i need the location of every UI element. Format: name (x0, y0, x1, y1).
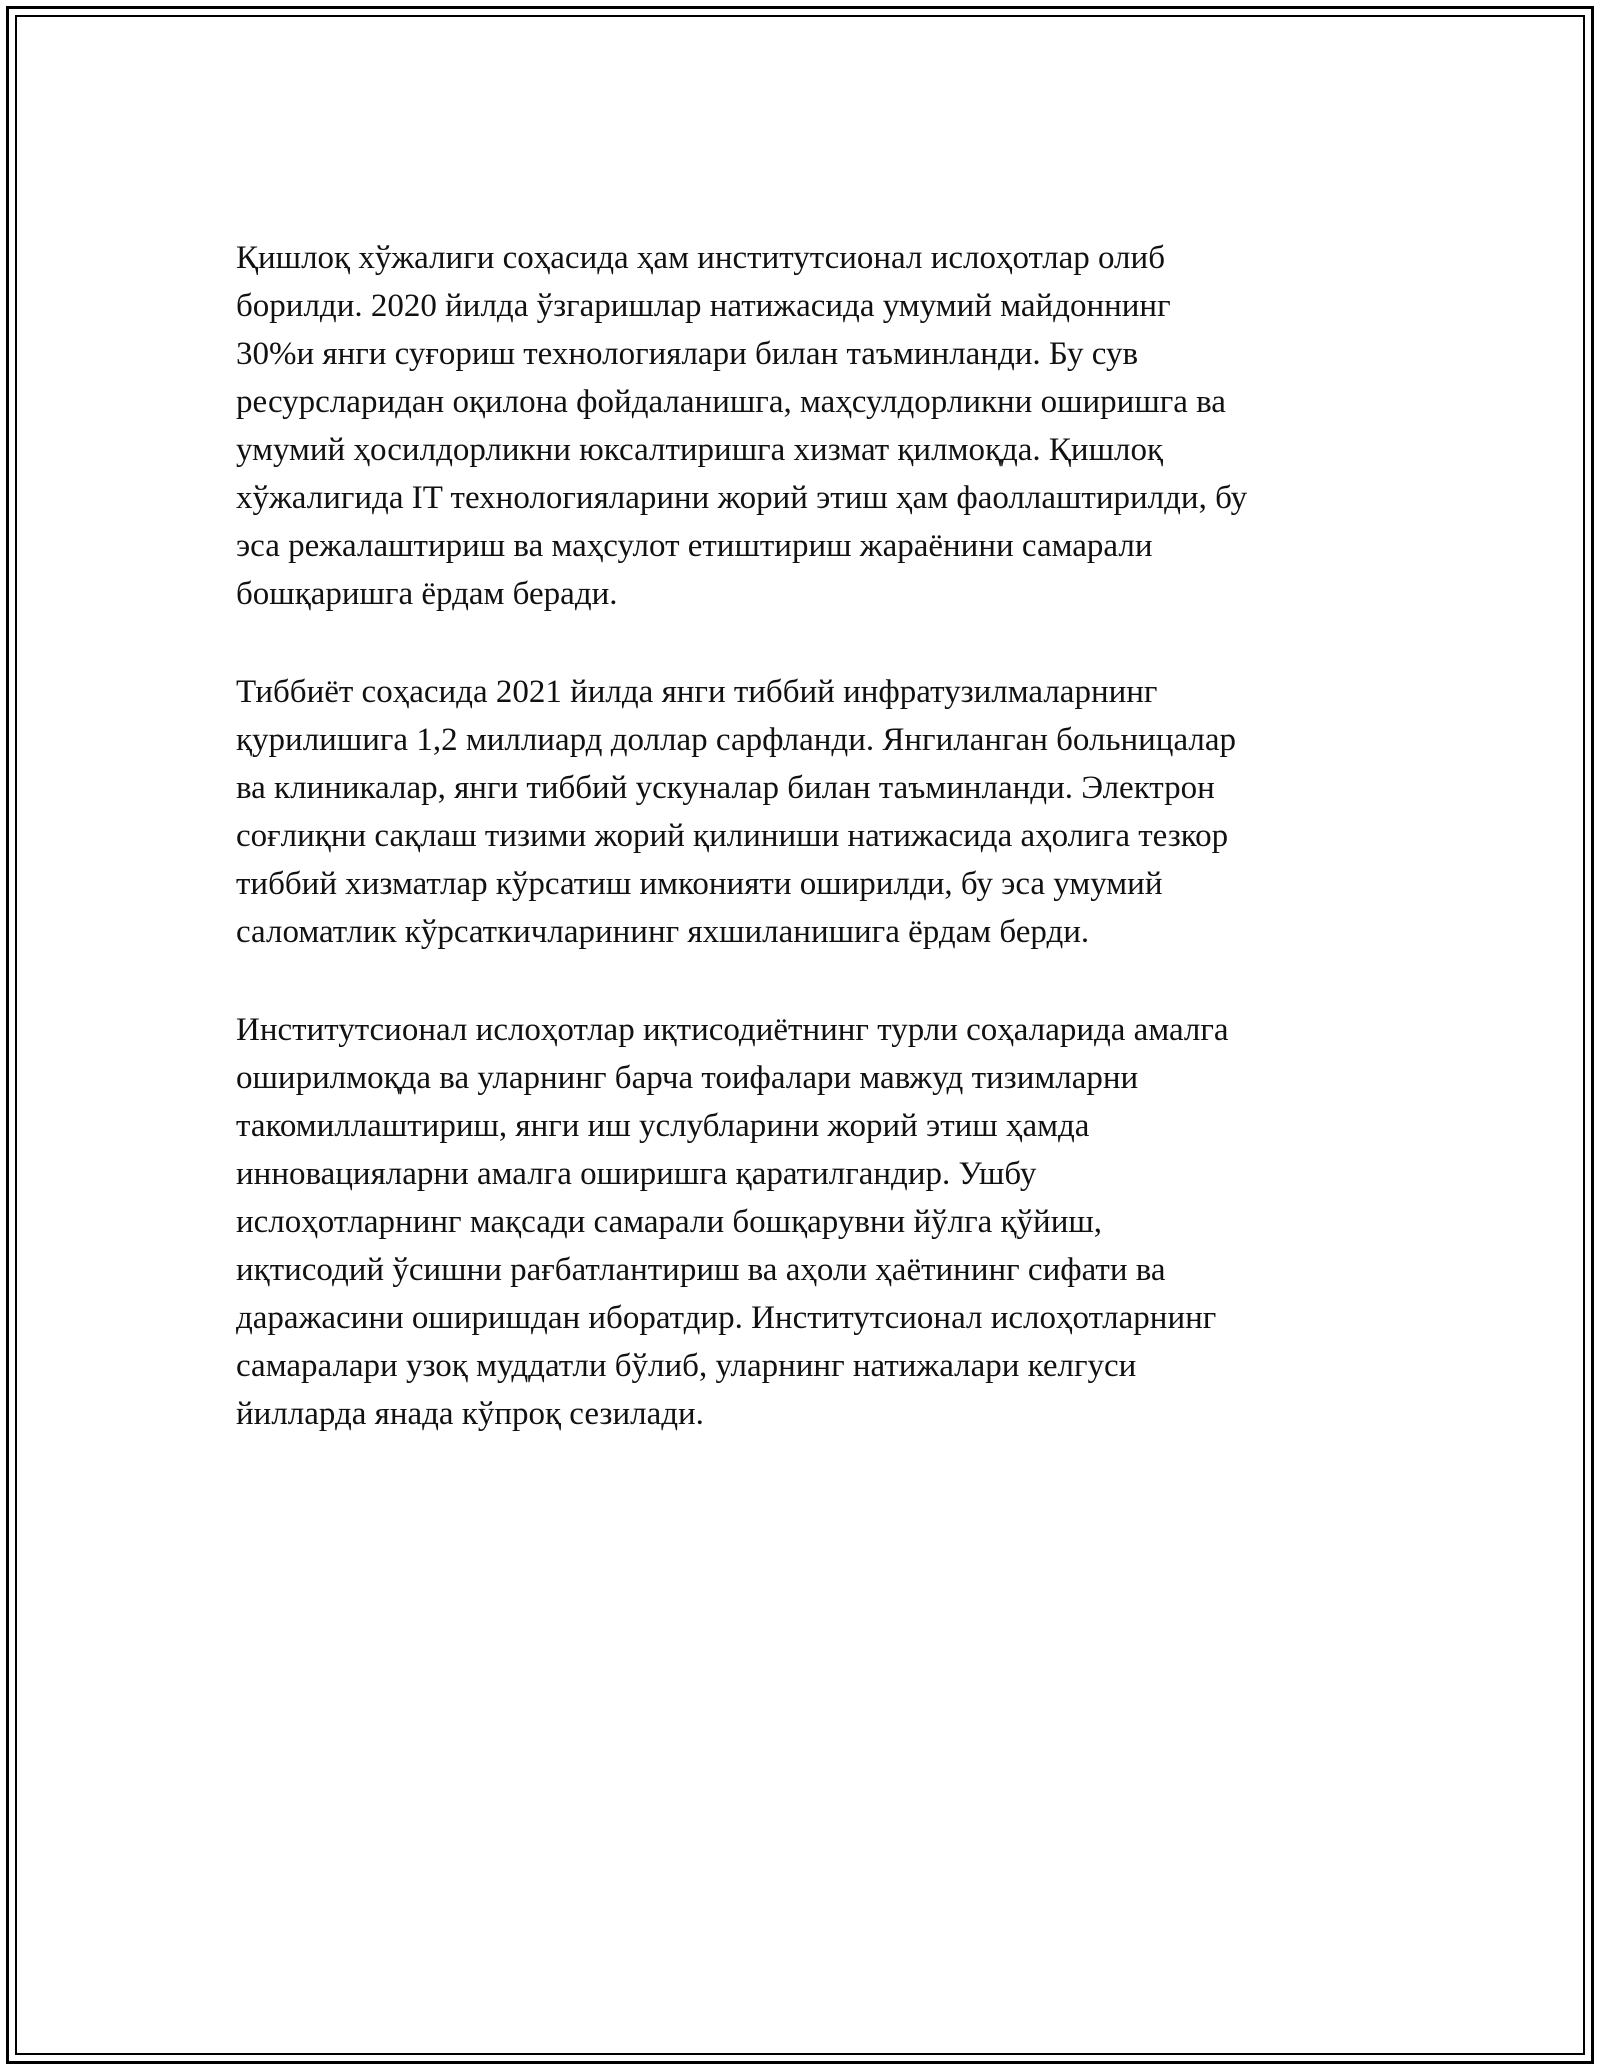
text-line: хўжалигида IT технологияларини жорий этиш ҳам фаоллаштирилди, бу (236, 480, 1248, 516)
text-line: қурилишига 1,2 миллиард доллар сарфланди. Янгиланган больницалар (236, 722, 1237, 758)
text-line: иқтисодий ўсишни рағбатлантириш ва аҳоли ҳаётининг сифати ва (236, 1252, 1166, 1288)
text-line: йилларда янада кўпроқ сезилади. (236, 1396, 704, 1432)
text-line: 30%и янги суғориш технологиялари билан таъминланди. Бу сув (236, 336, 1139, 372)
text-line: инновацияларни амалга оширишга қаратилгандир. Ушбу (236, 1156, 1037, 1192)
text-line: тиббий хизматлар кўрсатиш имконияти оширилди, бу эса умумий (236, 866, 1163, 902)
text-line: ресурсларидан оқилона фойдаланишга, маҳсулдорликни оширишга ва (236, 384, 1226, 420)
text-line: эса режалаштириш ва маҳсулот етиштириш жараёнини самарали (236, 528, 1153, 564)
paragraph-healthcare (236, 668, 1386, 956)
text-line: ислоҳотларнинг мақсади самарали бошқарувни йўлга қўйиш, (236, 1204, 1103, 1240)
document-body (236, 234, 1386, 1488)
text-line: Қишлоқ хўжалиги соҳасида ҳам институтсионал ислоҳотлар олиб (236, 240, 1165, 276)
text-line: даражасини оширишдан иборатдир. Институтсионал ислоҳотларнинг (236, 1300, 1217, 1336)
text-line: оширилмоқда ва уларнинг барча тоифалари мавжуд тизимларни (236, 1060, 1139, 1096)
text-line: самаралари узоқ муддатли бўлиб, уларнинг натижалари келгуси (236, 1348, 1137, 1384)
text-line: Тиббиёт соҳасида 2021 йилда янги тиббий инфратузилмаларнинг (236, 674, 1158, 710)
text-line: борилди. 2020 йилда ўзгаришлар натижасида умумий майдоннинг (236, 288, 1171, 324)
text-line: умумий ҳосилдорликни юксалтиришга хизмат қилмоқда. Қишлоқ (236, 432, 1163, 468)
text-line: такомиллаштириш, янги иш услубларини жорий этиш ҳамда (236, 1108, 1090, 1144)
paragraph-institutional-reforms (236, 1006, 1386, 1438)
text-line: соғлиқни сақлаш тизими жорий қилиниши натижасида аҳолига тезкор (236, 818, 1229, 854)
text-line: ва клиникалар, янги тиббий ускуналар билан таъминланди. Электрон (236, 770, 1215, 806)
paragraph-agriculture (236, 234, 1386, 618)
text-line: саломатлик кўрсаткичларининг яхшиланишига ёрдам берди. (236, 914, 1090, 950)
text-line: Институтсионал ислоҳотлар иқтисодиётнинг турли соҳаларида амалга (236, 1012, 1229, 1048)
text-line: бошқаришга ёрдам беради. (236, 576, 618, 612)
